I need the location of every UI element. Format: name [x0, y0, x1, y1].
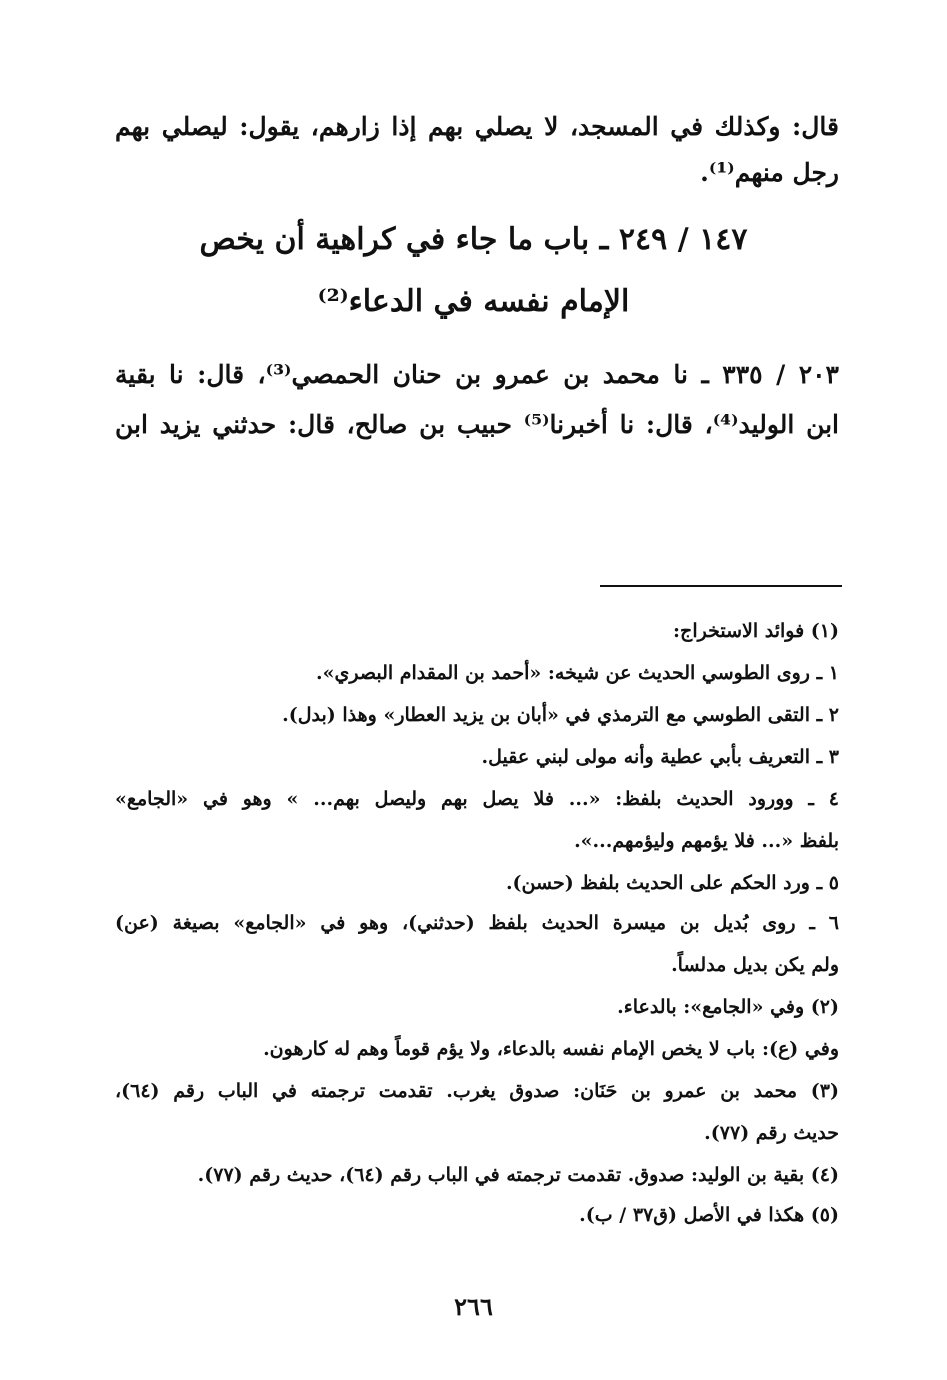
footnote-2: (٢) وفي «الجامع»: بالدعاء. — [617, 996, 839, 1018]
footnote-4: (٤) بقية بن الوليد: صدوق. تقدمت ترجمته في الباب رقم (٦٤)، حديث رقم (٧٧). — [197, 1164, 839, 1186]
footnote-1-title: (١) فوائد الاستخراج: — [673, 620, 839, 642]
footnote-separator — [600, 585, 842, 587]
footnote-1-item-4-line-2: بلفظ «... فلا يؤمهم وليؤمهم...». — [574, 830, 839, 852]
footnote-1-item-5: ٥ ـ ورد الحكم على الحديث بلفظ (حسن). — [505, 872, 839, 894]
paragraph-2-line-2: ابن الوليد⁽⁴⁾، قال: نا أخبرنا⁽⁵⁾ حبيب بن صالح، قال: حدثني يزيد ابن — [115, 410, 840, 439]
footnote-1-item-6-line-1: ٦ ـ روى بُديل بن ميسرة الحديث بلفظ (حدثني)، وهو في «الجامع» بصيغة (عن) — [115, 912, 839, 934]
footnote-1-item-1: ١ ـ روى الطوسي الحديث عن شيخه: «أحمد بن المقدام البصري». — [316, 662, 839, 684]
footnote-3-line-2: حديث رقم (٧٧). — [704, 1122, 839, 1144]
chapter-heading-line-1: ١٤٧ / ٢٤٩ ـ باب ما جاء في كراهية أن يخص — [199, 222, 748, 257]
page-number: ٢٦٦ — [454, 1292, 493, 1321]
paragraph-1-line-2: رجل منهم⁽¹⁾. — [700, 158, 839, 187]
footnote-1-item-3: ٣ ـ التعريف بأبي عطية وأنه مولى لبني عقيل. — [481, 746, 839, 768]
chapter-heading-line-2: الإمام نفسه في الدعاء⁽²⁾ — [317, 284, 630, 319]
footnote-3-line-1: (٣) محمد بن عمرو بن حَنَان: صدوق يغرب. تقدمت ترجمته في الباب رقم (٦٤)، — [115, 1080, 839, 1102]
footnote-1-item-6-line-2: ولم يكن بديل مدلساً. — [671, 954, 839, 976]
footnote-2-continued: وفي (ع): باب لا يخص الإمام نفسه بالدعاء، ولا يؤم قوماً وهم له كارهون. — [263, 1038, 839, 1060]
paragraph-2-line-1: ٢٠٣ / ٣٣٥ ـ نا محمد بن عمرو بن حنان الحمصي⁽³⁾، قال: نا بقية — [115, 360, 839, 389]
paragraph-1-line-1: قال: وكذلك في المسجد، لا يصلي بهم إذا زارهم، يقول: ليصلي بهم — [115, 112, 839, 141]
footnote-5: (٥) هكذا في الأصل (ق٣٧ / ب). — [579, 1204, 839, 1226]
footnote-1-item-2: ٢ ـ التقى الطوسي مع الترمذي في «أبان بن يزيد العطار» وهذا (بدل). — [282, 704, 839, 726]
footnote-1-item-4-line-1: ٤ ـ وورود الحديث بلفظ: «... فلا يصل بهم وليصل بهم... » وهو في «الجامع» — [115, 788, 839, 810]
